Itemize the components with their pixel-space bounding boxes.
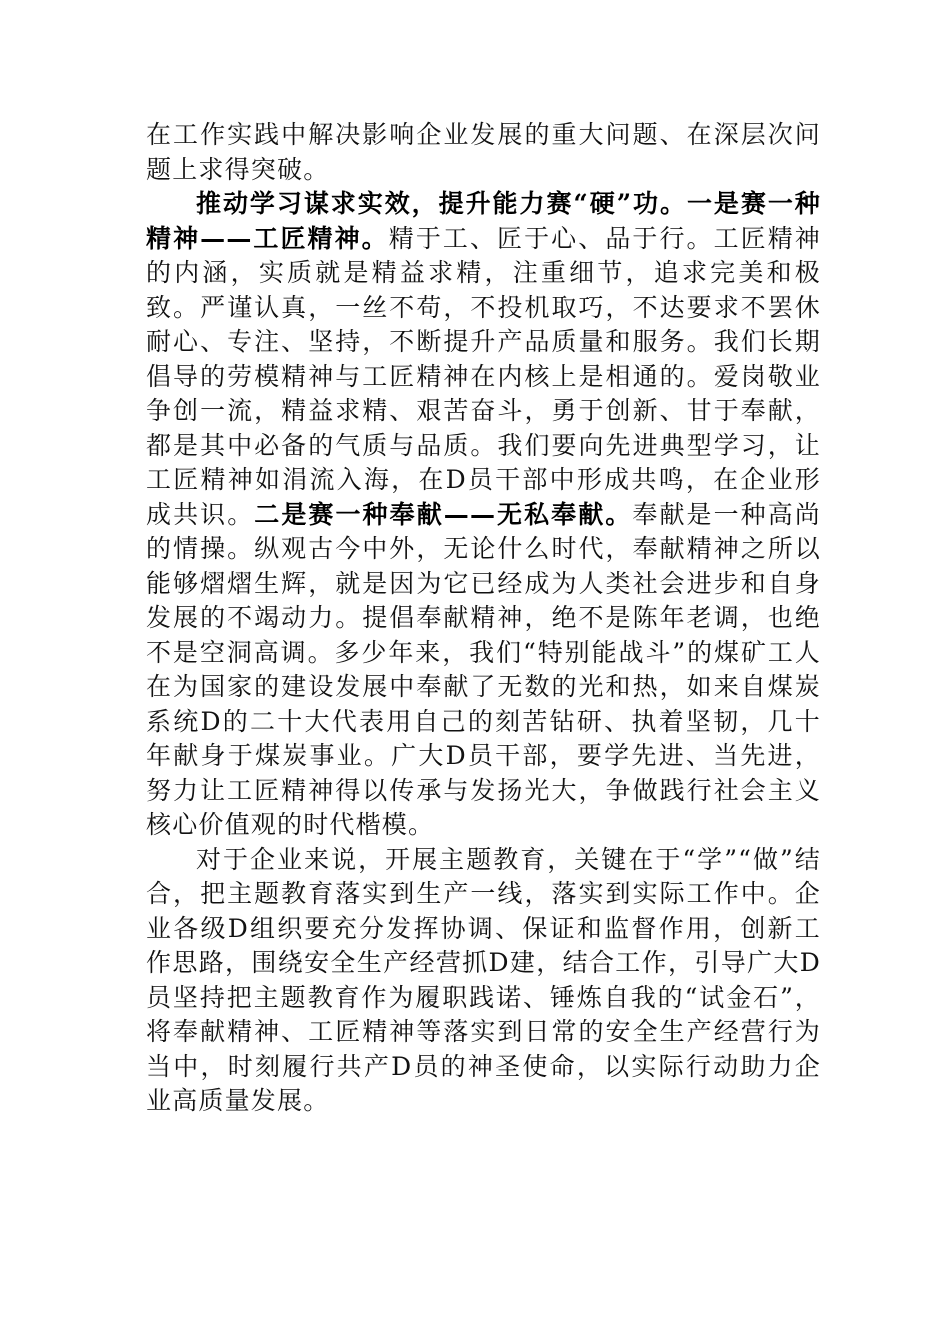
paragraph-1-text: 在工作实践中解决影响企业发展的重大问题、在深层次问题上求得突破。 xyxy=(146,120,821,184)
heading-craftsman-spirit: 推动学习谋求实效，提升能力赛“硬”功。一是赛一种精神——工匠精神。 xyxy=(146,189,821,253)
paragraph-2-text-b: 奉献是一种高尚的情操。纵观古今中外，无论什么时代，奉献精神之所以能够熠熠生辉，就是因为它已经成为人类社会进步和自身发展的不竭动力。提倡奉献精神，绝不是陈年老调，也绝不是空洞高调。多少年来，我们“特别能战斗”的煤矿工人在为国家的建设发展中奉献了无数的光和热，如来自煤炭系统D的二十大代表用自己的刻苦钻研、执着坚韧，几十年献身于煤炭事业。广大D员干部，要学先进、当先进，努力让工匠精神得以传承与发扬光大，争做践行社会主义核心价值观的时代楷模。 xyxy=(146,499,821,839)
paragraph-1 xyxy=(146,118,821,187)
paragraph-3 xyxy=(146,843,821,1119)
heading-selfless-dedication: 二是赛一种奉献——无私奉献。 xyxy=(254,499,633,529)
paragraph-2 xyxy=(146,187,821,843)
paragraph-3-text: 对于企业来说，开展主题教育，关键在于“学”“做”结合，把主题教育落实到生产一线，落实到实际工作中。企业各级D组织要充分发挥协调、保证和监督作用，创新工作思路，围绕安全生产经营抓D建，结合工作，引导广大D员坚持把主题教育作为履职践诺、锤炼自我的“试金石”，将奉献精神、工匠精神等落实到日常的安全生产经营行为当中，时刻履行共产D员的神圣使命，以实际行动助力企业高质量发展。 xyxy=(146,844,821,1115)
paragraph-2-text-a: 精于工、匠于心、品于行。工匠精神的内涵，实质就是精益求精，注重细节，追求完美和极致。严谨认真，一丝不苟，不投机取巧，不达要求不罢休耐心、专注、坚持，不断提升产品质量和服务。我们长期倡导的劳模精神与工匠精神在内核上是相通的。爱岗敬业争创一流，精益求精、艰苦奋斗，勇于创新、甘于奉献，都是其中必备的气质与品质。我们要向先进典型学习，让工匠精神如涓流入海，在D员干部中形成共鸣，在企业形成共识。 xyxy=(146,223,822,529)
document-body xyxy=(146,118,821,1119)
